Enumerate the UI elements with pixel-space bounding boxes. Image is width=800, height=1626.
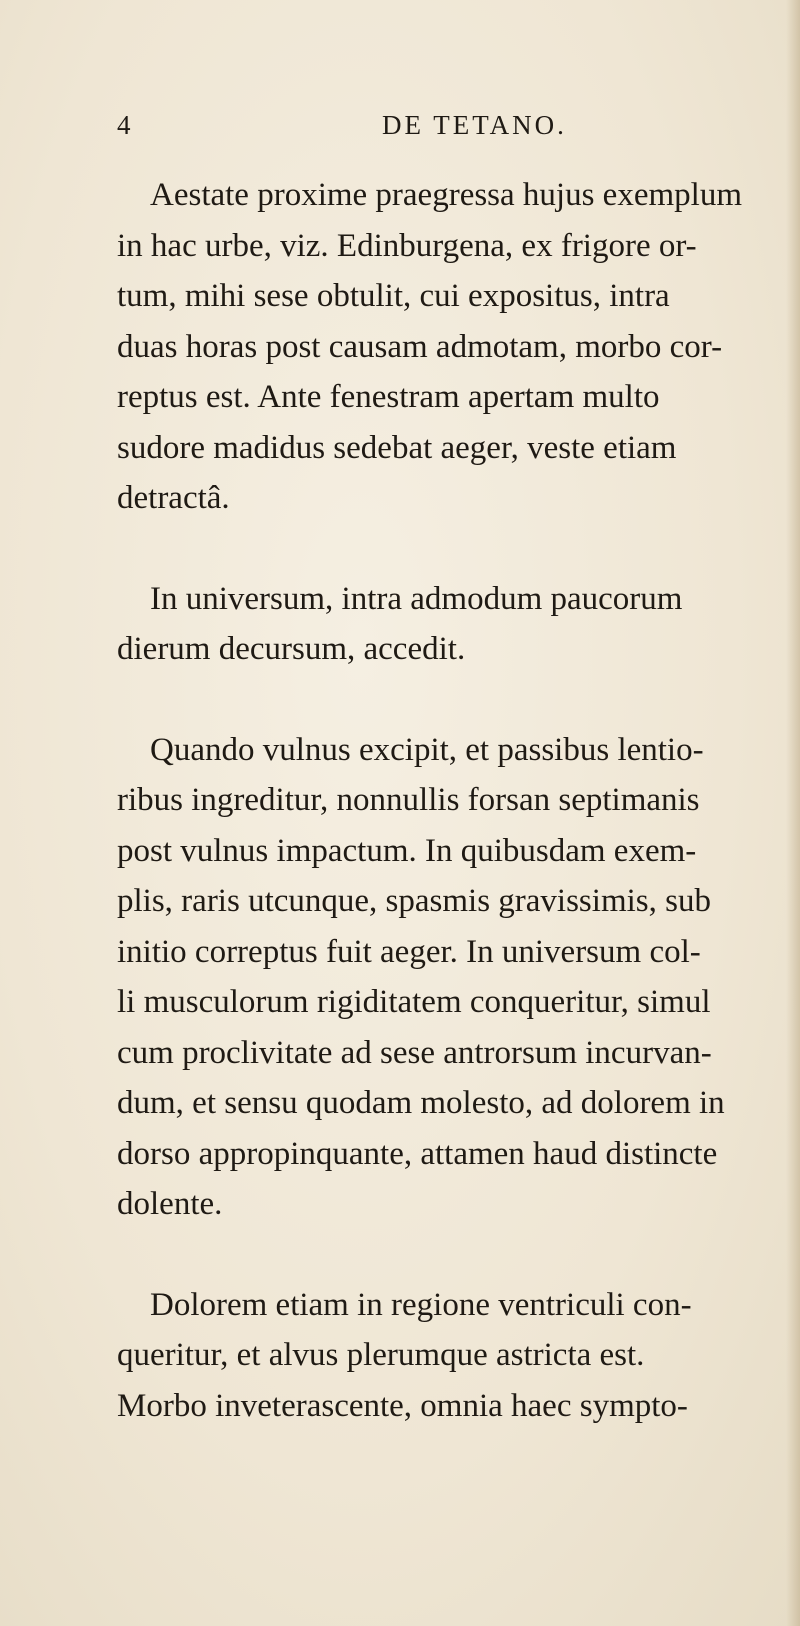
paragraph-1 <box>117 170 767 524</box>
paragraph-gap <box>117 524 767 574</box>
paragraph-2 <box>117 574 767 675</box>
text-line: dorso appropinquante, attamen haud distincte <box>117 1135 718 1172</box>
text-line: post vulnus impactum. In quibusdam exem- <box>117 832 697 869</box>
text-line: Quando vulnus excipit, et passibus lentio- <box>150 731 704 768</box>
text-line: queritur, et alvus plerumque astricta est. <box>117 1337 645 1373</box>
text-line: detractâ. <box>117 480 230 516</box>
text-line: dierum decursum, accedit. <box>117 631 466 667</box>
text-line: initio correptus fuit aeger. In universum col- <box>117 933 701 970</box>
text-line: plis, raris utcunque, spasmis gravissimis, sub <box>117 883 711 919</box>
running-title: DE TETANO. <box>382 110 567 140</box>
text-line: ribus ingreditur, nonnullis forsan septimanis <box>117 782 700 818</box>
text-line: Aestate proxime praegressa hujus exemplum <box>150 177 742 213</box>
body-text <box>117 170 767 1431</box>
text-line: cum proclivitate ad sese antrorsum incurvan- <box>117 1034 712 1071</box>
text-line: dum, et sensu quodam molesto, ad dolorem in <box>117 1085 725 1121</box>
text-line: reptus est. Ante fenestram apertam multo <box>117 379 660 415</box>
text-line: in hac urbe, viz. Edinburgena, ex frigore or- <box>117 227 697 264</box>
text-line: tum, mihi sese obtulit, cui expositus, intra <box>117 278 670 314</box>
paragraph-gap <box>117 675 767 725</box>
page-edge-shadow <box>786 0 800 1626</box>
text-line: dolente. <box>117 1186 223 1222</box>
running-head <box>117 110 717 150</box>
paragraph-3 <box>117 725 767 1230</box>
text-line: duas horas post causam admotam, morbo cor- <box>117 328 723 365</box>
page-number: 4 <box>117 110 134 140</box>
text-line: li musculorum rigiditatem conqueritur, simul <box>117 984 711 1020</box>
text-line: Dolorem etiam in regione ventriculi con- <box>150 1286 692 1323</box>
text-line: Morbo inveterascente, omnia haec sympto- <box>117 1387 688 1424</box>
text-line: In universum, intra admodum paucorum <box>150 580 683 617</box>
paragraph-4 <box>117 1280 767 1432</box>
paragraph-gap <box>117 1230 767 1280</box>
text-line: sudore madidus sedebat aeger, veste etiam <box>117 429 677 466</box>
